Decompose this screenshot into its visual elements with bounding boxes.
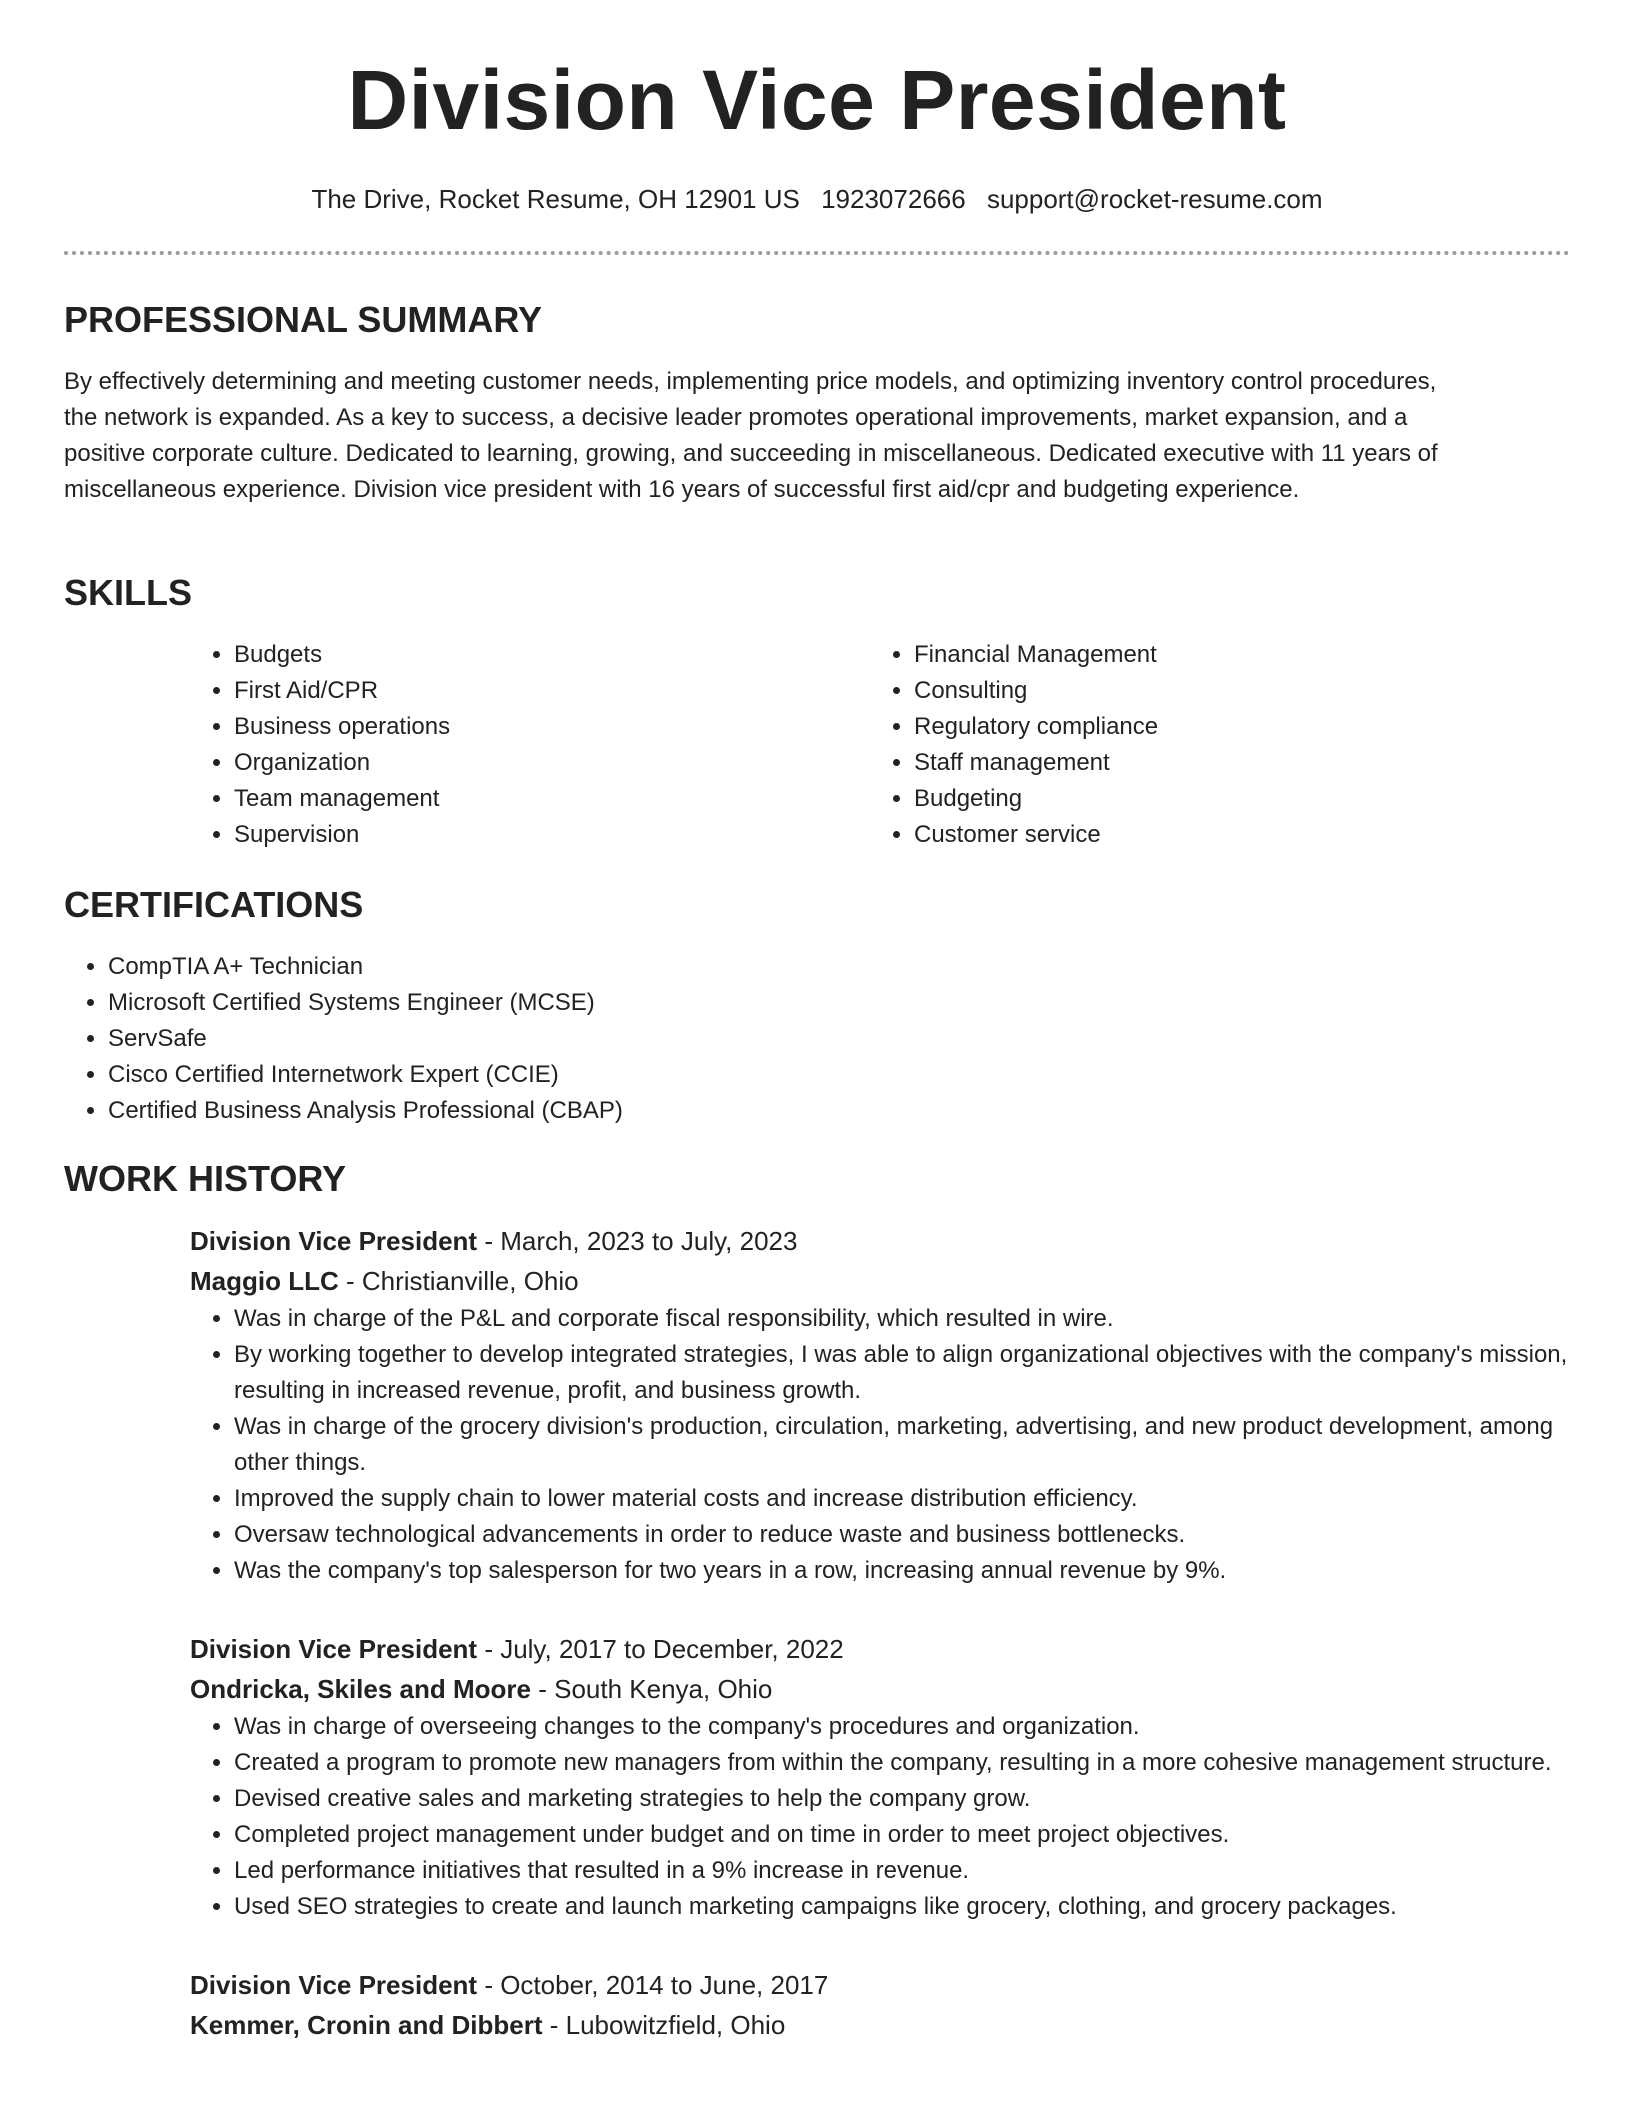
skills-column-left: [190, 637, 870, 853]
job-entry: [190, 1629, 1570, 1925]
skill-item: • Customer service: [914, 817, 1550, 853]
summary-text: By effectively determining and meeting customer needs, implementing price models, and optimizing inventory control procedures, the network is expanded. As a key to success, a decisive leader promotes operational improvements, market expansion, and a positive corporate culture. Dedicated to learning, growing, and succeeding in miscellaneous. Dedicated executive with 11 years of miscellaneous experience. Division vice president with 16 years of successful first aid/cpr and budgeting experience.: [64, 368, 1438, 503]
job-bullet: • Improved the supply chain to lower material costs and increase distribution efficiency.: [234, 1481, 1570, 1517]
job-company: Ondricka, Skiles and Moore: [190, 1674, 531, 1704]
section-title-work-history: WORK HISTORY: [64, 1158, 347, 1199]
job-bullet: • Oversaw technological advancements in order to reduce waste and business bottlenecks.: [234, 1517, 1570, 1553]
skill-item: • Financial Management: [914, 637, 1550, 673]
skill-item: • Team management: [234, 781, 870, 817]
job-bullet: • Created a program to promote new managers from within the company, resulting in a more cohesive management structure.: [234, 1745, 1570, 1781]
job-location: - Christianville, Ohio: [338, 1266, 579, 1296]
job-title-line: [190, 1629, 1570, 1669]
certification-item: • Certified Business Analysis Professional (CBAP): [108, 1093, 1570, 1129]
certification-item: • ServSafe: [108, 1021, 1570, 1057]
skills-section: [64, 572, 1570, 853]
certification-item: • CompTIA A+ Technician: [108, 949, 1570, 985]
job-role: Division Vice President: [190, 1970, 478, 2000]
job-bullet: • Led performance initiatives that resulted in a 9% increase in revenue.: [234, 1853, 1570, 1889]
section-title-certifications: CERTIFICATIONS: [64, 884, 364, 925]
skill-item: • Budgets: [234, 637, 870, 673]
contact-line: [64, 184, 1570, 215]
contact-phone: 1923072666: [821, 184, 966, 214]
skills-column-right: [870, 637, 1550, 853]
header-divider: [64, 251, 1570, 255]
job-location: - Lubowitzfield, Ohio: [542, 2010, 786, 2040]
section-title-summary: PROFESSIONAL SUMMARY: [64, 299, 543, 340]
job-dates: - July, 2017 to December, 2022: [477, 1634, 844, 1664]
skills-list-left: [190, 637, 870, 853]
skill-item: • Consulting: [914, 673, 1550, 709]
job-company-line: [190, 1261, 1570, 1301]
job-bullet: • Used SEO strategies to create and launch marketing campaigns like grocery, clothing, and grocery packages.: [234, 1889, 1570, 1925]
resume-name: Division Vice President: [347, 53, 1287, 147]
skill-item: • Business operations: [234, 709, 870, 745]
certification-item: • Microsoft Certified Systems Engineer (MCSE): [108, 985, 1570, 1021]
job-company: Kemmer, Cronin and Dibbert: [190, 2010, 543, 2040]
section-title-skills: SKILLS: [64, 572, 193, 613]
job-company-line: [190, 1669, 1570, 1709]
job-title-line: [190, 1965, 1570, 2005]
jobs-container: [190, 1221, 1570, 2045]
job-dates: - October, 2014 to June, 2017: [477, 1970, 829, 2000]
contact-address: The Drive, Rocket Resume, OH 12901 US: [311, 184, 800, 214]
skill-item: • First Aid/CPR: [234, 673, 870, 709]
job-bullet-list: [190, 1301, 1570, 1589]
skills-list-right: [870, 637, 1550, 853]
skill-item: • Staff management: [914, 745, 1550, 781]
certifications-section: [64, 884, 1570, 1129]
job-company-line: [190, 2005, 1570, 2045]
job-location: - South Kenya, Ohio: [531, 1674, 773, 1704]
certification-item: • Cisco Certified Internetwork Expert (CCIE): [108, 1057, 1570, 1093]
job-title-line: [190, 1221, 1570, 1261]
skill-item: • Organization: [234, 745, 870, 781]
job-bullet: • Devised creative sales and marketing strategies to help the company grow.: [234, 1781, 1570, 1817]
job-entry: [190, 1221, 1570, 1589]
job-entry: [190, 1965, 1570, 2045]
job-bullet: • Was in charge of the grocery division's production, circulation, marketing, advertising, and new product development, among other things.: [234, 1409, 1570, 1481]
summary-section: [64, 299, 1570, 508]
resume-page: [64, 0, 1570, 2040]
job-bullet-list: [190, 1709, 1570, 1925]
certifications-list: [64, 949, 1570, 1129]
skills-columns: [190, 637, 1570, 853]
contact-email: support@rocket-resume.com: [986, 184, 1323, 214]
job-bullet: • Was in charge of overseeing changes to the company's procedures and organization.: [234, 1709, 1570, 1745]
job-bullet: • By working together to develop integrated strategies, I was able to align organizational objectives with the company's mission, resulting in increased revenue, profit, and business growth.: [234, 1337, 1570, 1409]
work-history-section: [64, 1158, 1570, 2045]
job-dates: - March, 2023 to July, 2023: [477, 1226, 798, 1256]
skill-item: • Regulatory compliance: [914, 709, 1550, 745]
job-bullet: • Was the company's top salesperson for two years in a row, increasing annual revenue by 9%.: [234, 1553, 1570, 1589]
job-company: Maggio LLC: [190, 1266, 339, 1296]
job-bullet: • Was in charge of the P&L and corporate fiscal responsibility, which resulted in wire.: [234, 1301, 1570, 1337]
skill-item: • Supervision: [234, 817, 870, 853]
job-role: Division Vice President: [190, 1226, 478, 1256]
skill-item: • Budgeting: [914, 781, 1550, 817]
job-bullet: • Completed project management under budget and on time in order to meet project objectives.: [234, 1817, 1570, 1853]
job-role: Division Vice President: [190, 1634, 478, 1664]
